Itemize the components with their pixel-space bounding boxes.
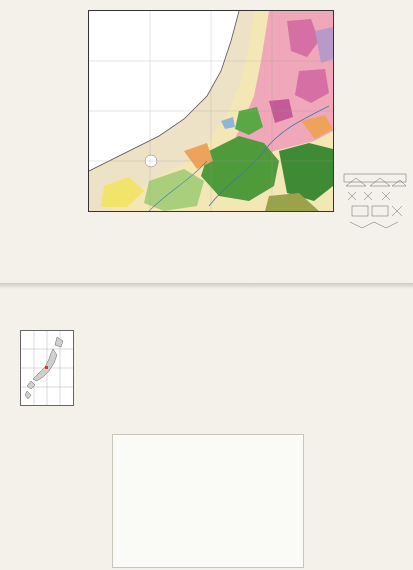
sheet-location-marker bbox=[45, 366, 48, 369]
cross-section-diagrams bbox=[342, 172, 408, 232]
index-map-graphic bbox=[21, 331, 73, 405]
header-title bbox=[192, 3, 194, 9]
publisher-block bbox=[38, 410, 88, 422]
left-legend bbox=[4, 6, 82, 274]
green-unit-2 bbox=[279, 143, 333, 201]
sheet-fold bbox=[0, 283, 413, 289]
right-legend bbox=[338, 12, 410, 274]
stratigraphic-table bbox=[112, 434, 304, 568]
geologic-map[interactable] bbox=[88, 10, 334, 212]
map-graphic bbox=[89, 11, 333, 211]
japan-index-map bbox=[20, 330, 74, 406]
diagram-graphic bbox=[342, 172, 408, 232]
